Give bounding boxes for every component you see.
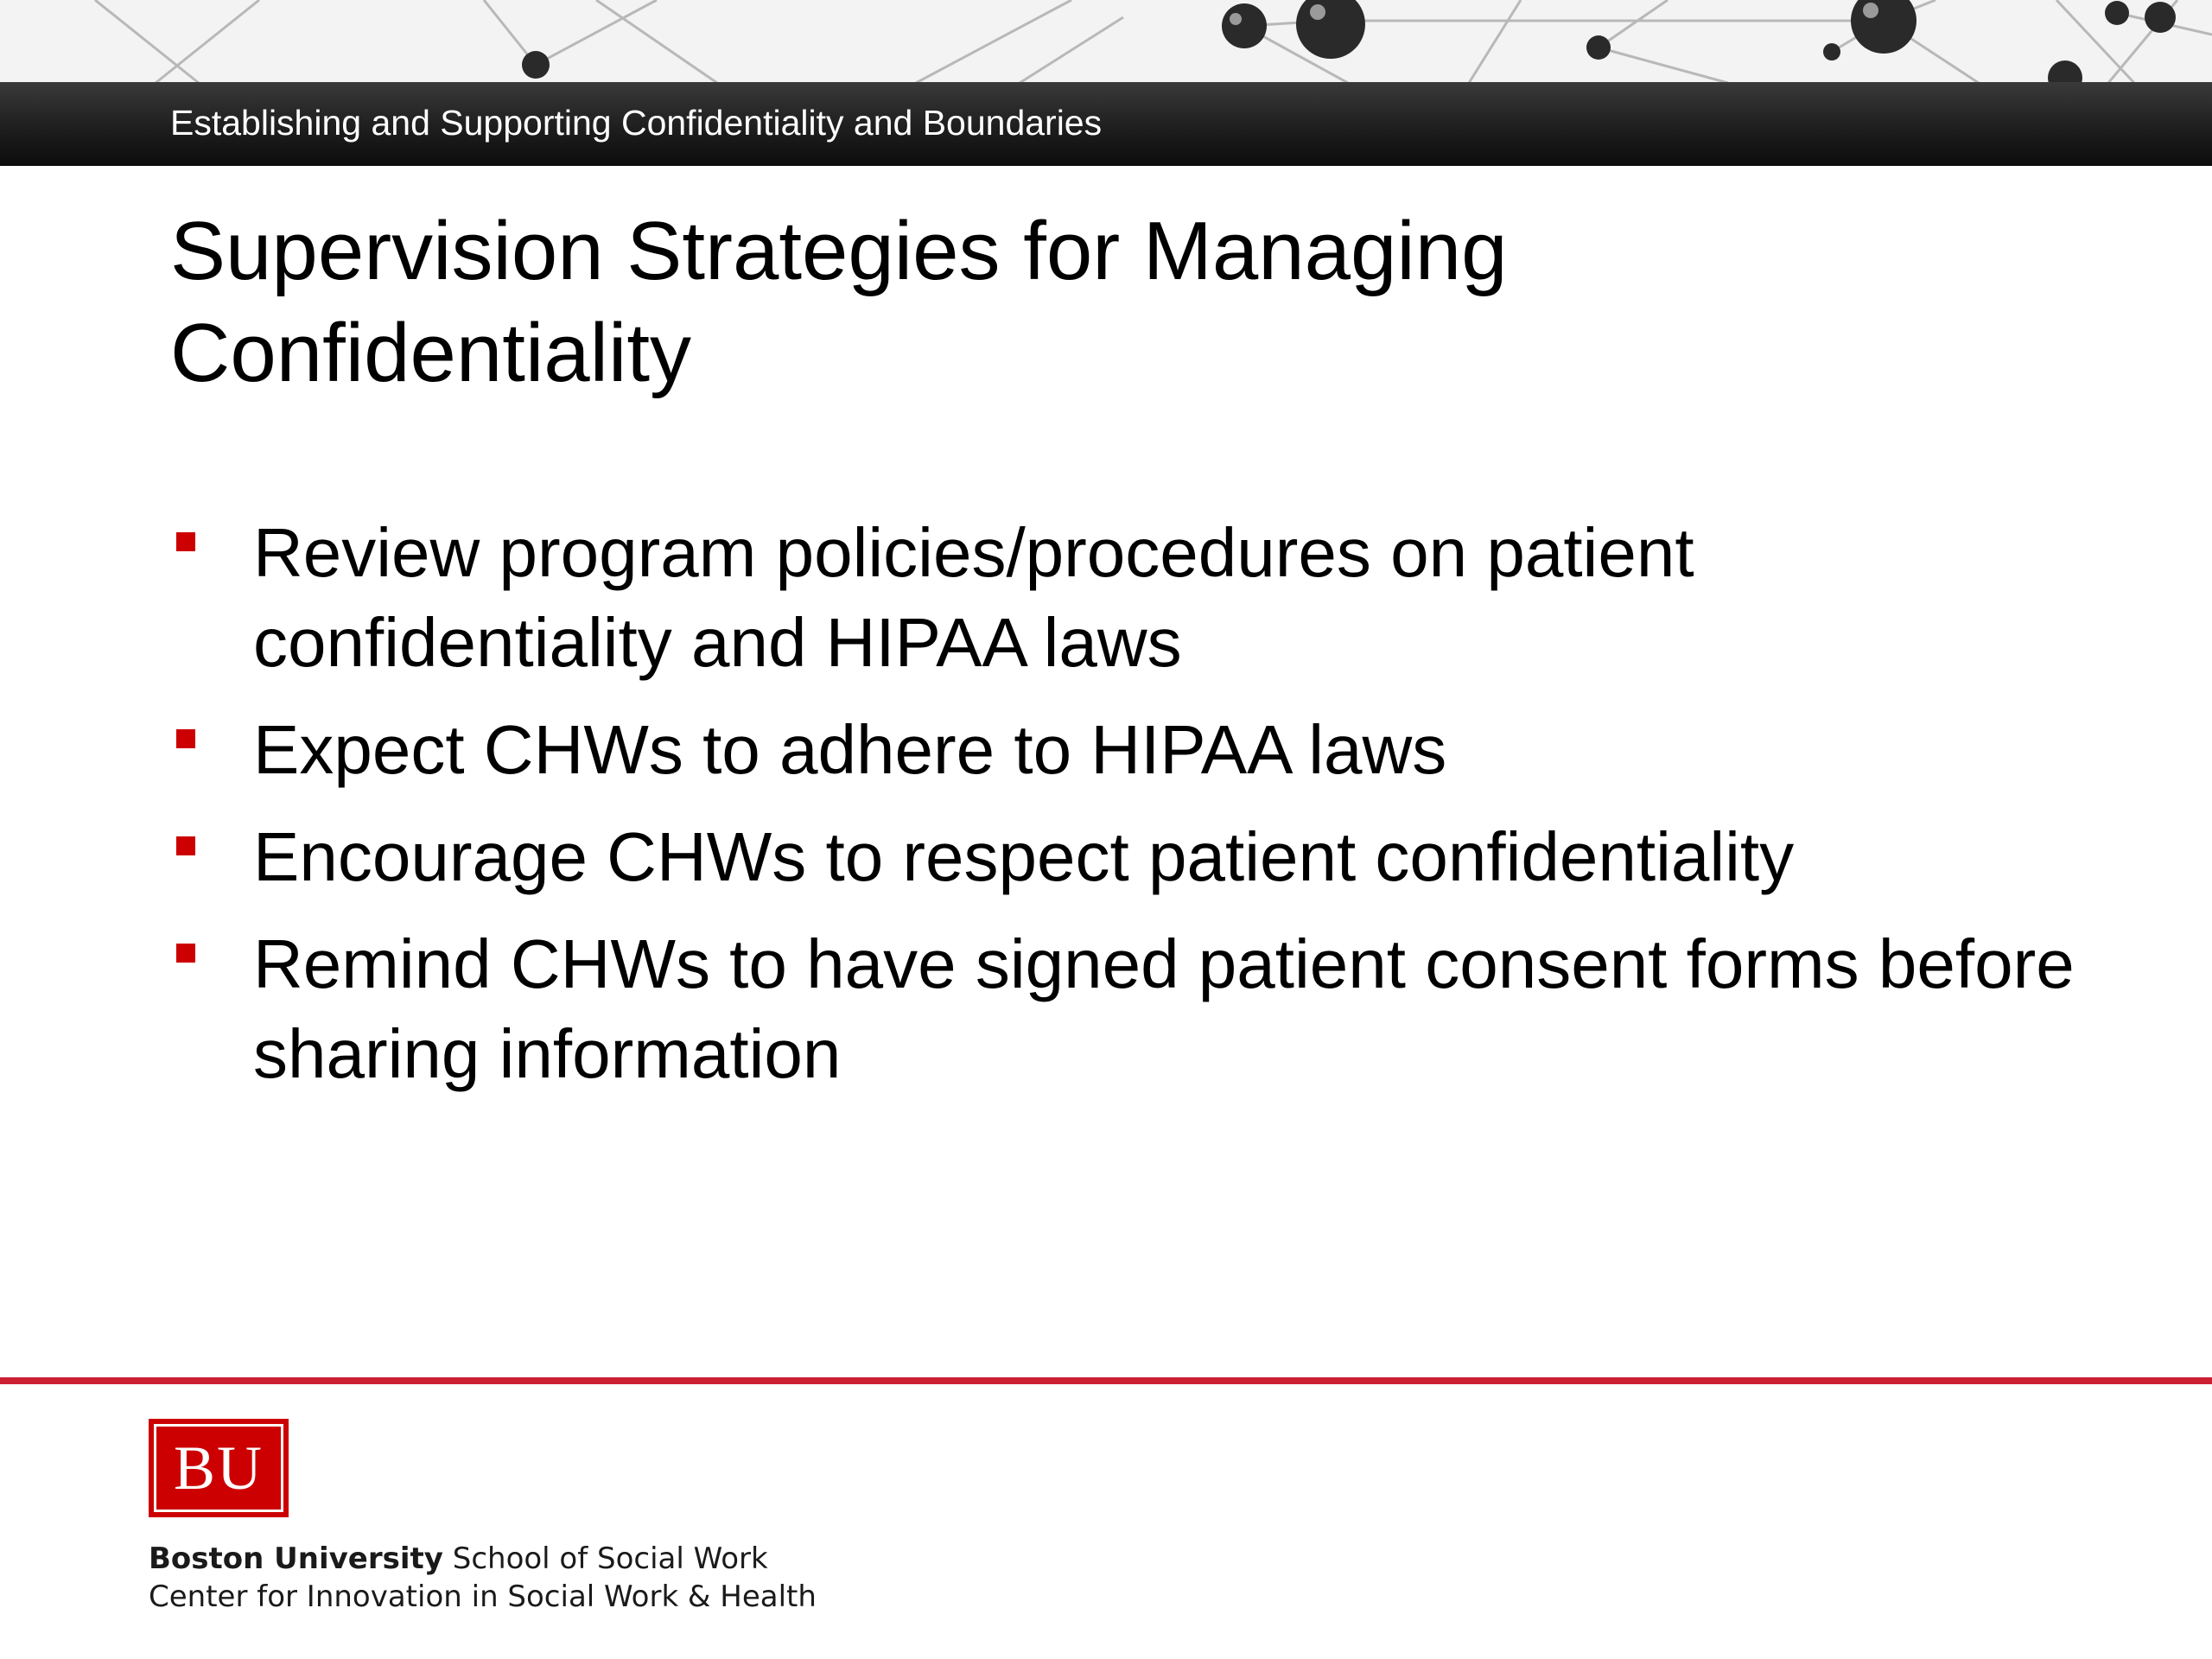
bullet-square-icon <box>176 532 195 551</box>
bullet-list <box>170 508 2114 1116</box>
bu-logo-text: BU <box>154 1424 283 1512</box>
network-decoration <box>0 0 2212 83</box>
slide-title: Supervision Strategies for Managing Confidentiality <box>170 205 1508 399</box>
bu-logo <box>149 1419 289 1517</box>
school-name: School of Social Work <box>452 1541 768 1576</box>
bullet-item <box>170 919 2114 1099</box>
bullet-text: Encourage CHWs to respect patient confidentiality <box>253 818 1795 895</box>
university-name: Boston University <box>149 1541 443 1576</box>
bullet-square-icon <box>176 944 195 963</box>
bullet-text: Expect CHWs to adhere to HIPAA laws <box>253 711 1447 788</box>
section-title: Establishing and Supporting Confidentiality and Boundaries <box>170 103 1103 143</box>
footer-divider <box>0 1377 2212 1384</box>
bullet-item <box>170 812 2114 902</box>
footer-center-line: Center for Innovation in Social Work & Health <box>149 1580 817 1614</box>
bullet-text: Remind CHWs to have signed patient consent forms before sharing information <box>253 925 2075 1092</box>
bullet-item <box>170 705 2114 795</box>
bullet-text: Review program policies/procedures on patient confidentiality and HIPAA laws <box>253 514 1694 681</box>
network-graphic <box>0 0 2212 83</box>
bullet-square-icon <box>176 836 195 855</box>
bullet-item <box>170 508 2114 688</box>
bullet-square-icon <box>176 729 195 748</box>
footer-school-line <box>149 1541 768 1576</box>
